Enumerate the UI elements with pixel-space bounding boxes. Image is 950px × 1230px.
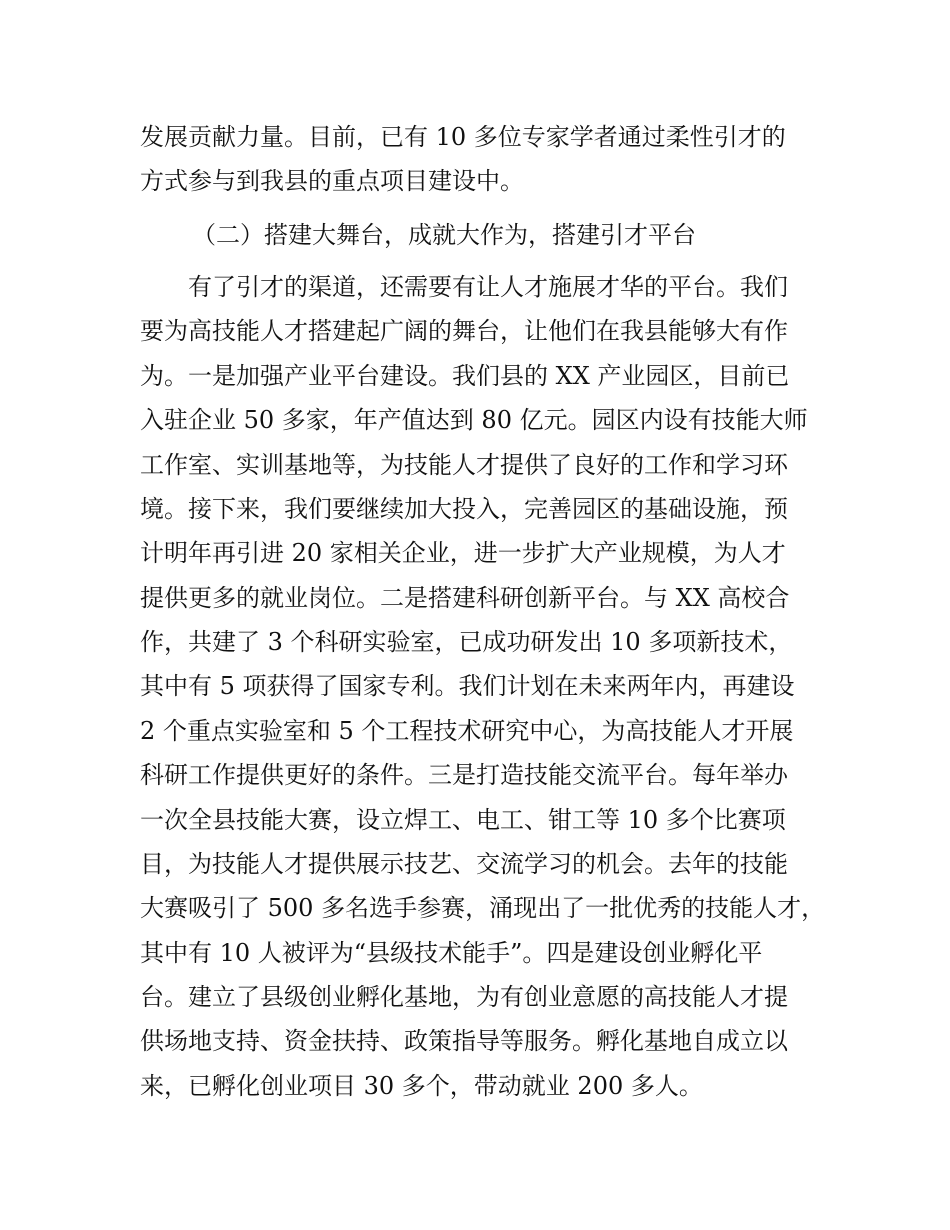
paragraph-line: 2 个重点实验室和 5 个工程技术研究中心，为高技能人才开展	[140, 717, 794, 745]
paragraph-line: 有了引才的渠道，还需要有让人才施展才华的平台。我们	[188, 273, 788, 301]
paragraph-line: 其中有 10 人被评为“县级技术能手”。四是建设创业孵化平	[140, 939, 763, 967]
paragraph-line: 方式参与到我县的重点项目建设中。	[140, 167, 524, 195]
paragraph-line: 作，共建了 3 个科研实验室，已成功研发出 10 多项新技术，	[140, 628, 793, 656]
paragraph-line: 供场地支持、资金扶持、政策指导等服务。孵化基地自成立以	[140, 1027, 788, 1055]
paragraph-line: 大赛吸引了 500 多名选手参赛，涌现出了一批优秀的技能人才，	[140, 894, 826, 922]
section-heading: （二）搭建大舞台，成就大作为，搭建引才平台	[192, 221, 696, 249]
paragraph-line: 计明年再引进 20 家相关企业，进一步扩大产业规模，为人才	[140, 539, 786, 567]
paragraph-line: 一次全县技能大赛，设立焊工、电工、钳工等 10 多个比赛项	[140, 806, 786, 834]
paragraph-line: 目，为技能人才提供展示技艺、交流学习的机会。去年的技能	[140, 850, 788, 878]
paragraph-line: 台。建立了县级创业孵化基地，为有创业意愿的高技能人才提	[140, 983, 788, 1011]
paragraph-line: 入驻企业 50 多家，年产值达到 80 亿元。园区内设有技能大师	[140, 406, 808, 434]
paragraph-line: 为。一是加强产业平台建设。我们县的 XX 产业园区，目前已	[140, 362, 790, 390]
paragraph-line: 科研工作提供更好的条件。三是打造技能交流平台。每年举办	[140, 761, 788, 789]
paragraph-line: 来，已孵化创业项目 30 多个，带动就业 200 多人。	[140, 1072, 703, 1100]
paragraph-line: 境。接下来，我们要继续加大投入，完善园区的基础设施，预	[140, 495, 788, 523]
paragraph-line: 要为高技能人才搭建起广阔的舞台，让他们在我县能够大有作	[140, 317, 788, 345]
paragraph-line: 提供更多的就业岗位。二是搭建科研创新平台。与 XX 高校合	[140, 584, 790, 612]
paragraph-line: 工作室、实训基地等，为技能人才提供了良好的工作和学习环	[140, 451, 788, 479]
paragraph-line: 发展贡献力量。目前，已有 10 多位专家学者通过柔性引才的	[140, 123, 786, 151]
paragraph-line: 其中有 5 项获得了国家专利。我们计划在未来两年内，再建设	[140, 672, 795, 700]
